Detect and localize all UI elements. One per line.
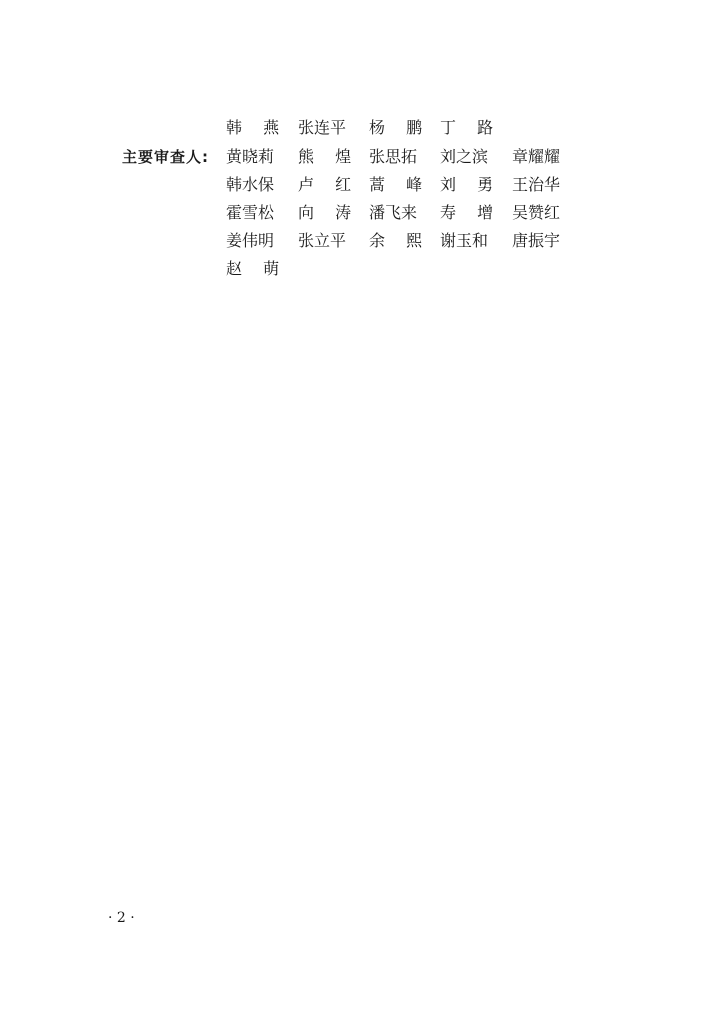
- person-name: 赵 萌: [226, 259, 288, 278]
- person-name: 霍雪松: [226, 203, 275, 222]
- person-name: 蒿 峰: [369, 175, 431, 194]
- names-row: [0, 202, 724, 224]
- person-name: 谢玉和: [440, 231, 489, 250]
- names-row: [0, 258, 724, 280]
- person-name: 熊 煌: [298, 147, 360, 166]
- names-row: [0, 117, 724, 139]
- person-name: 张立平: [298, 231, 347, 250]
- person-name: 寿 增: [440, 203, 502, 222]
- person-name: 王治华: [512, 175, 561, 194]
- person-name: 吴赞红: [512, 203, 561, 222]
- person-name: 唐振宇: [512, 231, 561, 250]
- names-row: [0, 174, 724, 196]
- role-label: 主要审查人:: [122, 148, 209, 166]
- person-name: 韩 燕: [226, 118, 288, 137]
- names-row: [0, 230, 724, 252]
- person-name: 杨 鹏: [369, 118, 431, 137]
- person-name: 刘之滨: [440, 147, 489, 166]
- person-name: 刘 勇: [440, 175, 502, 194]
- reviewers-list: [0, 0, 724, 300]
- person-name: 张思拓: [369, 147, 418, 166]
- page-number: · 2 ·: [108, 910, 135, 926]
- names-row: [0, 146, 724, 168]
- person-name: 卢 红: [298, 175, 360, 194]
- person-name: 姜伟明: [226, 231, 275, 250]
- person-name: 向 涛: [298, 203, 360, 222]
- person-name: 潘飞来: [369, 203, 418, 222]
- person-name: 张连平: [298, 118, 347, 137]
- person-name: 章耀耀: [512, 147, 561, 166]
- person-name: 余 熙: [369, 231, 431, 250]
- person-name: 黄晓莉: [226, 147, 275, 166]
- person-name: 韩水保: [226, 175, 275, 194]
- person-name: 丁 路: [440, 118, 502, 137]
